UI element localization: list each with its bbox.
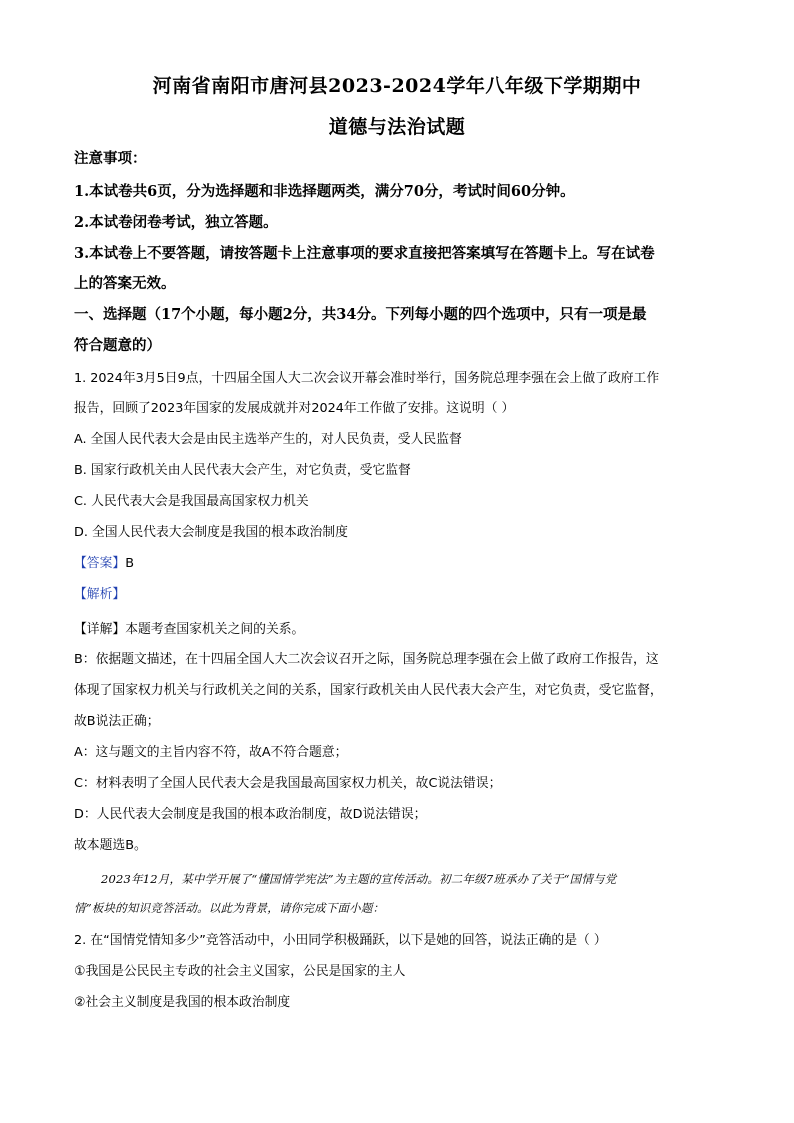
exam-subtitle: 道德与法治试题 — [328, 116, 466, 138]
explanation-b: B：依据题文描述，在十四届全国人大二次会议召开之际，国务院总理李强在会上做了政府工作报告，这 — [74, 652, 659, 667]
explanation-b-end: 故B说法正确； — [74, 714, 160, 729]
detail-line: 【详解】本题考查国家机关之间的关系。 — [74, 622, 305, 637]
answer-value: B — [125, 556, 134, 571]
notice-item-1: 1.本试卷共6页，分为选择题和非选择题两类，满分70分，考试时间60分钟。 — [74, 183, 575, 200]
notice-item-3-cont: 上的答案无效。 — [74, 275, 176, 292]
question-2-stem: 2. 在“国情党情知多少”竞答活动中，小田同学积极踊跃，以下是她的回答，说法正确的是（ ） — [74, 933, 607, 948]
question-1-option-b: B. 国家行政机关由人民代表大会产生，对它负责，受它监督 — [74, 463, 411, 478]
conclusion: 故本题选B。 — [74, 838, 147, 853]
explanation-a: A：这与题文的主旨内容不符，故A不符合题意； — [74, 745, 348, 760]
material-text-cont: 情”板块的知识竞答活动。以此为背景，请你完成下面小题： — [74, 901, 385, 915]
question-1-stem: 1. 2024年3月5日9点，十四届全国人大二次会议开幕会准时举行，国务院总理李强在会上做了政府工作 — [74, 371, 660, 386]
notice-item-3: 3.本试卷上不要答题，请按答题卡上注意事项的要求直接把答案填写在答题卡上。写在试卷 — [74, 245, 655, 262]
question-1-option-d: D. 全国人民代表大会制度是我国的根本政治制度 — [74, 525, 348, 540]
explanation-c: C：材料表明了全国人民代表大会是我国最高国家权力机关，故C说法错误； — [74, 776, 502, 791]
question-1-stem-cont: 报告，回顾了2023年国家的发展成就并对2024年工作做了安排。这说明（ ） — [74, 401, 515, 416]
question-1-option-c: C. 人民代表大会是我国最高国家权力机关 — [74, 494, 309, 509]
question-1-option-a: A. 全国人民代表大会是由民主选举产生的，对人民负责，受人民监督 — [74, 432, 462, 447]
question-2-item-1: ①我国是公民民主专政的社会主义国家，公民是国家的主人 — [74, 964, 406, 979]
material-text: 2023年12月，某中学开展了“懂国情学宪法”为主题的宣传活动。初二年级7班承办了关于“国情与党 — [101, 872, 617, 886]
explanation-d: D：人民代表大会制度是我国的根本政治制度，故D说法错误； — [74, 807, 427, 822]
section-heading-cont: 符合题意的） — [74, 337, 161, 354]
exam-title: 河南省南阳市唐河县2023-2024学年八年级下学期期中 — [152, 75, 642, 97]
explanation-b-cont: 体现了国家权力机关与行政机关之间的关系，国家行政机关由人民代表大会产生，对它负责，受它监督， — [74, 683, 663, 698]
analysis-label: 【解析】 — [74, 587, 126, 602]
section-heading: 一、选择题（17个小题，每小题2分，共34分。下列每小题的四个选项中，只有一项是最 — [74, 306, 647, 323]
answer-line — [74, 555, 734, 573]
answer-label: 【答案】 — [74, 556, 126, 571]
question-2-item-2: ②社会主义制度是我国的根本政治制度 — [74, 995, 291, 1010]
notice-heading: 注意事项： — [74, 150, 147, 167]
notice-item-2: 2.本试卷闭卷考试，独立答题。 — [74, 214, 278, 231]
